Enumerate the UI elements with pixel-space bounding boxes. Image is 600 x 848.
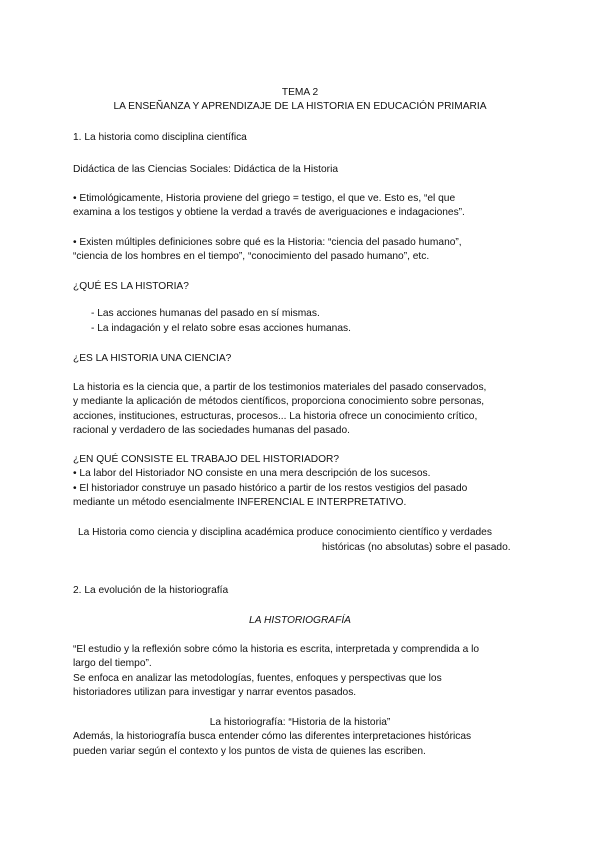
paragraph-line: y mediante la aplicación de métodos científicos, proporciona conocimiento sobre personas, bbox=[73, 396, 485, 407]
paragraph-line: La historia es la ciencia que, a partir de los testimonios materiales del pasado conservados, bbox=[73, 382, 487, 393]
document-title: LA ENSEÑANZA Y APRENDIZAJE DE LA HISTORIA EN EDUCACIÓN PRIMARIA bbox=[113, 101, 487, 112]
paragraph-line: acciones, instituciones, estructuras, procesos... La historia ofrece un conocimiento crítico, bbox=[73, 411, 478, 422]
paragraph-line: • El historiador construye un pasado histórico a partir de los restos vestigios del pasado bbox=[73, 483, 468, 494]
bullet2-line1: • Existen múltiples definiciones sobre qué es la Historia: “ciencia del pasado humano”, bbox=[73, 237, 462, 248]
paragraph-line: racional y verdadero de las sociedades humanas del pasado. bbox=[73, 425, 350, 436]
bullet2-line2: “ciencia de los hombres en el tiempo”, “conocimiento del pasado humano”, etc. bbox=[73, 251, 430, 262]
question-is-history-science: ¿ES LA HISTORIA UNA CIENCIA? bbox=[73, 353, 232, 364]
historiography-definition: La historiografía: “Historia de la historia” bbox=[209, 717, 391, 728]
focus-line2: historiadores utilizan para investigar y narrar eventos pasados. bbox=[73, 687, 357, 698]
section2-heading: 2. La evolución de la historiografía bbox=[73, 585, 229, 596]
paragraph-line: mediante un método esencialmente INFERENCIAL E INTERPRETATIVO. bbox=[73, 497, 407, 508]
list-item: - La indagación y el relato sobre esas acciones humanas. bbox=[91, 323, 351, 334]
final-line2: pueden variar según el contexto y los puntos de vista de quienes las escriben. bbox=[73, 746, 426, 757]
paragraph-line: • La labor del Historiador NO consiste en una mera descripción de los sucesos. bbox=[73, 468, 431, 479]
question-historian-work: ¿EN QUÉ CONSISTE EL TRABAJO DEL HISTORIADOR? bbox=[73, 454, 340, 465]
conclusion-line1: La Historia como ciencia y disciplina académica produce conocimiento científico y verdades bbox=[78, 527, 492, 538]
quote-line1: “El estudio y la reflexión sobre cómo la historia es escrita, interpretada y comprendida a lo bbox=[73, 644, 480, 655]
question-what-is-history: ¿QUÉ ES LA HISTORIA? bbox=[73, 281, 189, 292]
tema-label: TEMA 2 bbox=[281, 87, 319, 98]
historiografia-heading: LA HISTORIOGRAFÍA bbox=[249, 615, 351, 626]
section1-heading: 1. La historia como disciplina científica bbox=[73, 132, 247, 143]
section1-subtitle: Didáctica de las Ciencias Sociales: Didáctica de la Historia bbox=[73, 164, 338, 175]
focus-line1: Se enfoca en analizar las metodologías, fuentes, enfoques y perspectivas que los bbox=[73, 673, 442, 684]
conclusion-line2: históricas (no absolutas) sobre el pasado. bbox=[322, 542, 511, 553]
bullet1-line2: examina a los testigos y obtiene la verdad a través de averiguaciones e indagaciones”. bbox=[73, 207, 465, 218]
list-item: - Las acciones humanas del pasado en sí mismas. bbox=[91, 308, 320, 319]
bullet1-line1: • Etimológicamente, Historia proviene del griego = testigo, el que ve. Esto es, “el que bbox=[73, 193, 456, 204]
final-line1: Además, la historiografía busca entender cómo las diferentes interpretaciones históricas bbox=[73, 731, 472, 742]
quote-line2: largo del tiempo”. bbox=[73, 658, 152, 669]
